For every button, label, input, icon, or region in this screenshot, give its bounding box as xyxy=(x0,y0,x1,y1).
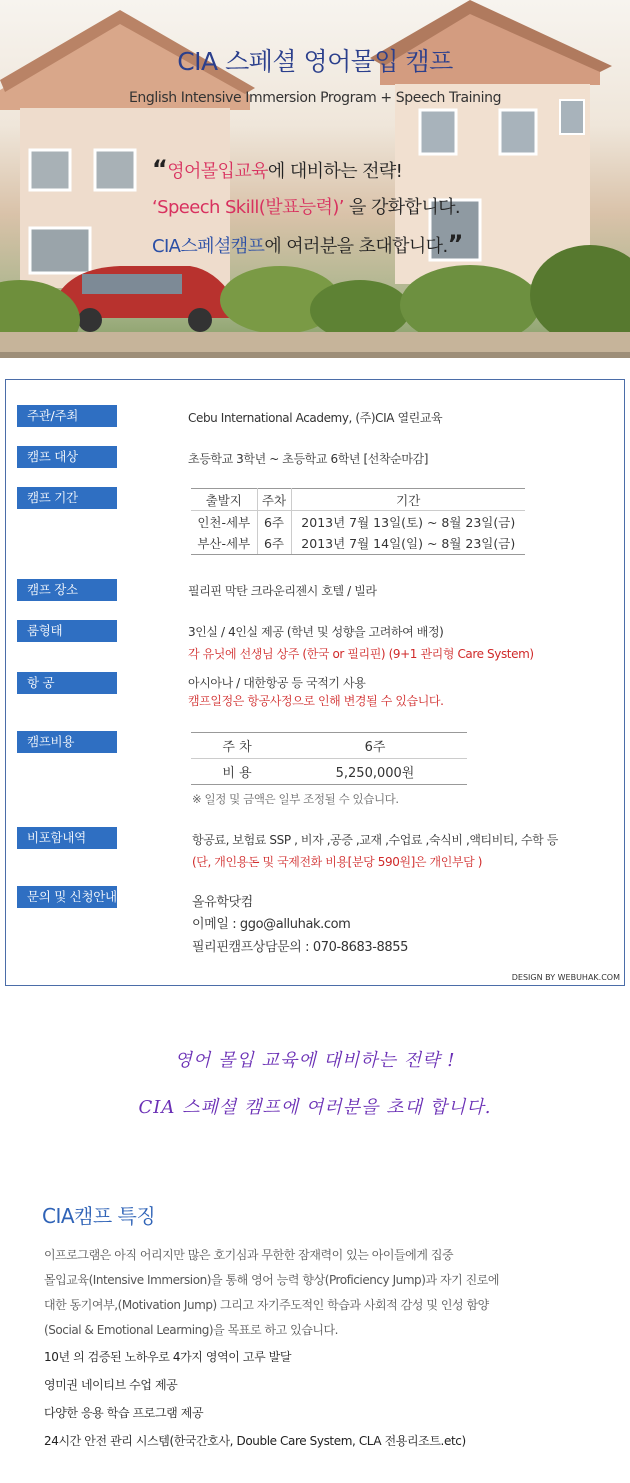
cost-cell: 주 차 xyxy=(191,733,283,759)
schedule-cell: 6주 xyxy=(257,533,291,555)
slogan-text-3: 에 여러분을 초대합니다. xyxy=(264,236,448,257)
schedule-cell: 부산-세부 xyxy=(191,533,257,555)
place-label: 캠프 장소 xyxy=(17,579,117,601)
air-value: 아시아나 / 대한항공 등 국적기 사용 xyxy=(188,676,366,690)
schedule-cell: 6주 xyxy=(257,511,291,533)
target-label: 캠프 대상 xyxy=(17,446,117,468)
schedule-header-row xyxy=(191,489,525,511)
host-label: 주관/주최 xyxy=(17,405,117,427)
hero-slogan-line-3 xyxy=(152,230,463,258)
hero-slogan-line-1 xyxy=(152,155,402,183)
features-paragraph-line: 이프로그램은 아직 어리지만 많은 호기심과 무한한 잠재력이 있는 아이들에게 집중 xyxy=(44,1248,454,1262)
air-note: 캠프일정은 항공사정으로 인해 변경될 수 있습니다. xyxy=(188,694,444,708)
contact-label: 문의 및 신청안내 xyxy=(17,886,117,908)
room-value: 3인실 / 4인실 제공 (학년 및 성향을 고려하여 배정) xyxy=(188,625,444,639)
slogan-highlight-1: 영어몰입교육 xyxy=(167,161,268,182)
hero-slogan-line-2 xyxy=(152,193,460,219)
hero-subtitle: English Intensive Immersion Program + Speech Training xyxy=(128,90,502,106)
cost-cell: 5,250,000원 xyxy=(283,759,467,785)
schedule-row xyxy=(191,533,525,555)
cost-table xyxy=(191,732,467,785)
cost-row xyxy=(191,759,467,785)
air-label: 항 공 xyxy=(17,672,117,694)
contact-email[interactable]: 이메일 : ggo@alluhak.com xyxy=(192,917,351,932)
slogan-text-2: 을 강화합니다. xyxy=(343,197,461,218)
handwritten-line-2: CIA 스페셜 캠프에 여러분을 초대 합니다. xyxy=(138,1097,492,1118)
features-paragraph-line: 대한 동기여부,(Motivation Jump) 그리고 자기주도적인 학습과 사회적 감성 및 인성 함양 xyxy=(44,1298,489,1312)
features-paragraph-line: 몰입교육(Intensive Immersion)을 통해 영어 능력 향상(Proficiency Jump)과 자기 진로에 xyxy=(44,1273,500,1287)
schedule-header: 주차 xyxy=(257,489,291,511)
handwritten-line-1: 영어 몰입 교육에 대비하는 전략 ! xyxy=(174,1050,456,1071)
schedule-header: 기간 xyxy=(291,489,525,511)
slogan-highlight-3: CIA스페셜캠프 xyxy=(152,236,265,257)
contact-phone: 필리핀캠프상담문의 : 070-8683-8855 xyxy=(192,940,409,955)
period-label: 캠프 기간 xyxy=(17,487,117,509)
target-value: 초등학교 3학년 ~ 초등학교 6학년 [선착순마감] xyxy=(188,452,429,466)
cost-note: ※ 일정 및 금액은 일부 조정될 수 있습니다. xyxy=(192,792,399,806)
excluded-label: 비포함내역 xyxy=(17,827,117,849)
contact-name: 올유학닷컴 xyxy=(192,895,253,910)
cost-row xyxy=(191,733,467,759)
hero-banner xyxy=(0,0,630,358)
camp-info-box xyxy=(5,379,625,986)
feature-item: 다양한 응용 학습 프로그램 제공 xyxy=(44,1406,204,1420)
close-quote-mark: ” xyxy=(447,230,463,258)
schedule-cell: 2013년 7월 14일(일) ~ 8월 23일(금) xyxy=(291,533,525,555)
slogan-highlight-2: ‘Speech Skill(발표능력)’ xyxy=(152,197,344,218)
schedule-cell: 2013년 7월 13일(토) ~ 8월 23일(금) xyxy=(301,514,516,530)
features-paragraph-line: (Social & Emotional Learming)을 목표로 하고 있습니다. xyxy=(44,1323,339,1337)
open-quote-mark: “ xyxy=(152,155,168,183)
room-note: 각 유닛에 선생님 상주 (한국 or 필리핀) (9+1 관리형 Care System) xyxy=(188,647,534,661)
schedule-table xyxy=(191,488,525,555)
features-title: CIA캠프 특징 xyxy=(42,1204,156,1228)
feature-item: 영미권 네이티브 수업 제공 xyxy=(44,1378,178,1392)
schedule-cell: 인천-세부 xyxy=(191,511,257,533)
cost-cell: 비 용 xyxy=(191,759,283,785)
feature-item: 10년 의 검증된 노하우로 4가지 영역이 고루 발달 xyxy=(44,1350,292,1364)
room-label: 룸형태 xyxy=(17,620,117,642)
cost-cell: 6주 xyxy=(283,733,467,759)
host-value: Cebu International Academy, (주)CIA 열린교육 xyxy=(188,411,443,425)
place-value: 필리핀 막탄 크라운리젠시 호텔 / 빌라 xyxy=(188,584,377,598)
cost-label: 캠프비용 xyxy=(17,731,117,753)
schedule-header: 출발지 xyxy=(191,489,257,511)
feature-item: 24시간 안전 관리 시스템(한국간호사, Double Care System, CLA 전용리조트.etc) xyxy=(44,1434,466,1448)
slogan-text-1: 에 대비하는 전략! xyxy=(267,161,403,182)
excluded-note: (단, 개인용돈 및 국제전화 비용[분당 590원]은 개인부담 ) xyxy=(192,855,482,869)
hero-title: CIA 스페셜 영어몰입 캠프 xyxy=(177,47,453,76)
design-credit: DESIGN BY WEBUHAK.COM xyxy=(511,973,620,982)
schedule-row xyxy=(191,511,525,533)
excluded-value: 항공료, 보험료 SSP , 비자 ,공증 ,교재 ,수업료 ,숙식비 ,액티비티, 수학 등 xyxy=(192,833,558,847)
